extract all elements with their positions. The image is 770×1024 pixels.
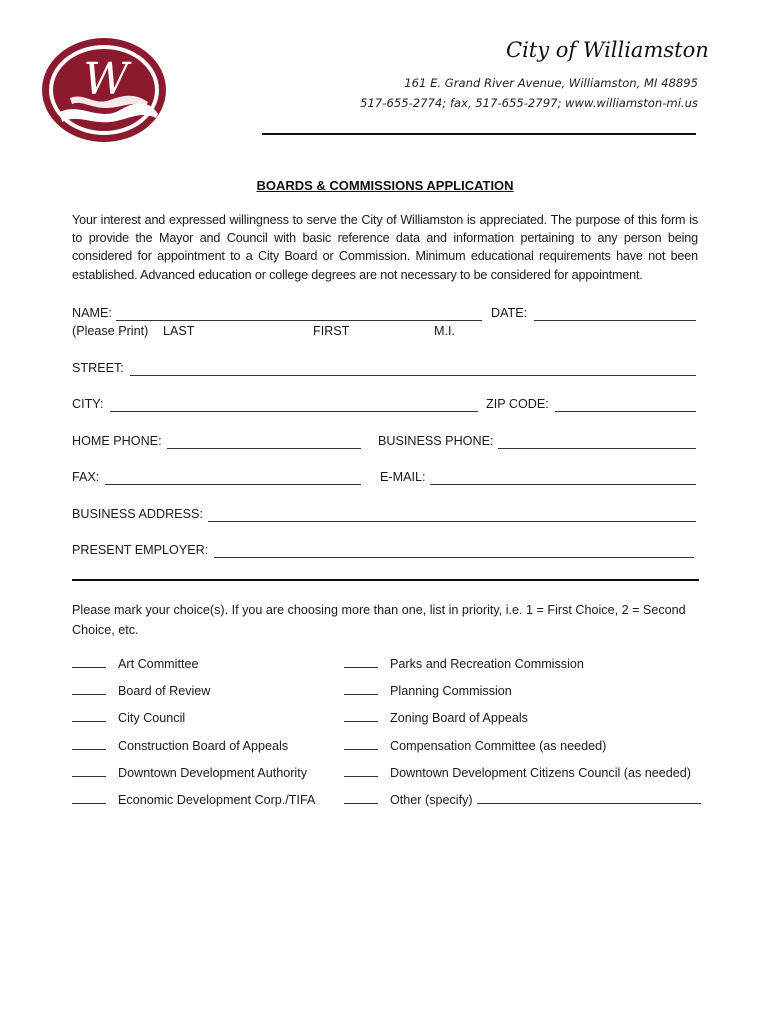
street-row xyxy=(72,361,698,379)
choice-item: Planning Commission xyxy=(344,684,512,698)
present-employer-row xyxy=(72,543,698,561)
email-field[interactable] xyxy=(430,472,696,485)
business-address-label: BUSINESS ADDRESS: xyxy=(72,507,203,521)
date-field[interactable] xyxy=(534,308,696,321)
choice-blank[interactable] xyxy=(72,657,106,668)
choice-blank[interactable] xyxy=(72,793,106,804)
fax-email-row xyxy=(72,470,698,488)
business-address-field[interactable] xyxy=(208,509,696,522)
city-label: CITY: xyxy=(72,397,104,411)
present-employer-label: PRESENT EMPLOYER: xyxy=(72,543,209,557)
business-address-row xyxy=(72,507,698,525)
section-rule xyxy=(72,579,699,581)
choice-blank[interactable] xyxy=(344,657,378,668)
mi-label: M.I. xyxy=(434,324,455,338)
contact-info: 517-655-2774; fax, 517-655-2797; www.williamston-mi.us xyxy=(360,96,698,110)
name-date-row xyxy=(72,306,698,324)
choice-item: Construction Board of Appeals xyxy=(72,739,288,753)
choice-item: Art Committee xyxy=(72,657,198,671)
choice-blank[interactable] xyxy=(344,684,378,695)
intro-paragraph: Your interest and expressed willingness to serve the City of Williamston is appreciated. The purpose of this form is to provide the Mayor and Council with basic reference data and information pertaining to any person being considered for appointment to a City Board or Commission. Minimum educational requirements have not been established. Advanced education or college degrees are not necessary to be considered for appointment. xyxy=(72,213,698,282)
choice-blank[interactable] xyxy=(344,766,378,777)
last-label: LAST xyxy=(163,324,195,338)
choice-item: City Council xyxy=(72,711,185,725)
home-phone-field[interactable] xyxy=(167,436,361,449)
choice-item: Board of Review xyxy=(72,684,210,698)
home-phone-label: HOME PHONE: xyxy=(72,434,162,448)
choice-item: Zoning Board of Appeals xyxy=(344,711,528,725)
logo-letter: W xyxy=(83,54,129,105)
other-specify-field[interactable] xyxy=(477,793,701,804)
business-phone-label: BUSINESS PHONE: xyxy=(378,434,494,448)
form-title: BOARDS & COMMISSIONS APPLICATION xyxy=(256,178,514,193)
header-rule xyxy=(262,133,696,135)
fax-label: FAX: xyxy=(72,470,100,484)
choice-item: Compensation Committee (as needed) xyxy=(344,739,606,753)
city-zip-row xyxy=(72,397,698,415)
zip-label: ZIP CODE: xyxy=(486,397,549,411)
city-name: City of Williamston xyxy=(506,38,709,62)
zip-field[interactable] xyxy=(555,399,696,412)
street-field[interactable] xyxy=(130,363,696,376)
name-parts-row xyxy=(72,324,698,342)
choice-item: Parks and Recreation Commission xyxy=(344,657,584,671)
please-print-label: (Please Print) xyxy=(72,324,149,338)
choice-blank[interactable] xyxy=(344,739,378,750)
choice-blank[interactable] xyxy=(72,684,106,695)
city-logo xyxy=(40,36,168,144)
name-field[interactable] xyxy=(116,308,482,321)
business-phone-field[interactable] xyxy=(498,436,696,449)
city-field[interactable] xyxy=(110,399,478,412)
choice-item: Economic Development Corp./TIFA xyxy=(72,793,315,807)
email-label: E-MAIL: xyxy=(380,470,426,484)
choice-item: Downtown Development Citizens Council (as needed) xyxy=(344,766,691,780)
present-employer-field[interactable] xyxy=(214,545,694,558)
choice-blank[interactable] xyxy=(72,739,106,750)
street-label: STREET: xyxy=(72,361,124,375)
fax-field[interactable] xyxy=(105,472,361,485)
first-label: FIRST xyxy=(313,324,350,338)
address: 161 E. Grand River Avenue, Williamston, MI 48895 xyxy=(404,76,698,90)
choice-blank[interactable] xyxy=(344,711,378,722)
date-label: DATE: xyxy=(491,306,528,320)
choice-blank[interactable] xyxy=(72,766,106,777)
phone-row xyxy=(72,434,698,452)
choice-item: Downtown Development Authority xyxy=(72,766,307,780)
choice-blank[interactable] xyxy=(344,793,378,804)
choices-intro: Please mark your choice(s). If you are choosing more than one, list in priority, i.e. 1 = First Choice, 2 = Second Choice, etc. xyxy=(72,603,686,637)
name-label: NAME: xyxy=(72,306,112,320)
choice-item: Other (specify) xyxy=(344,793,701,807)
choice-blank[interactable] xyxy=(72,711,106,722)
